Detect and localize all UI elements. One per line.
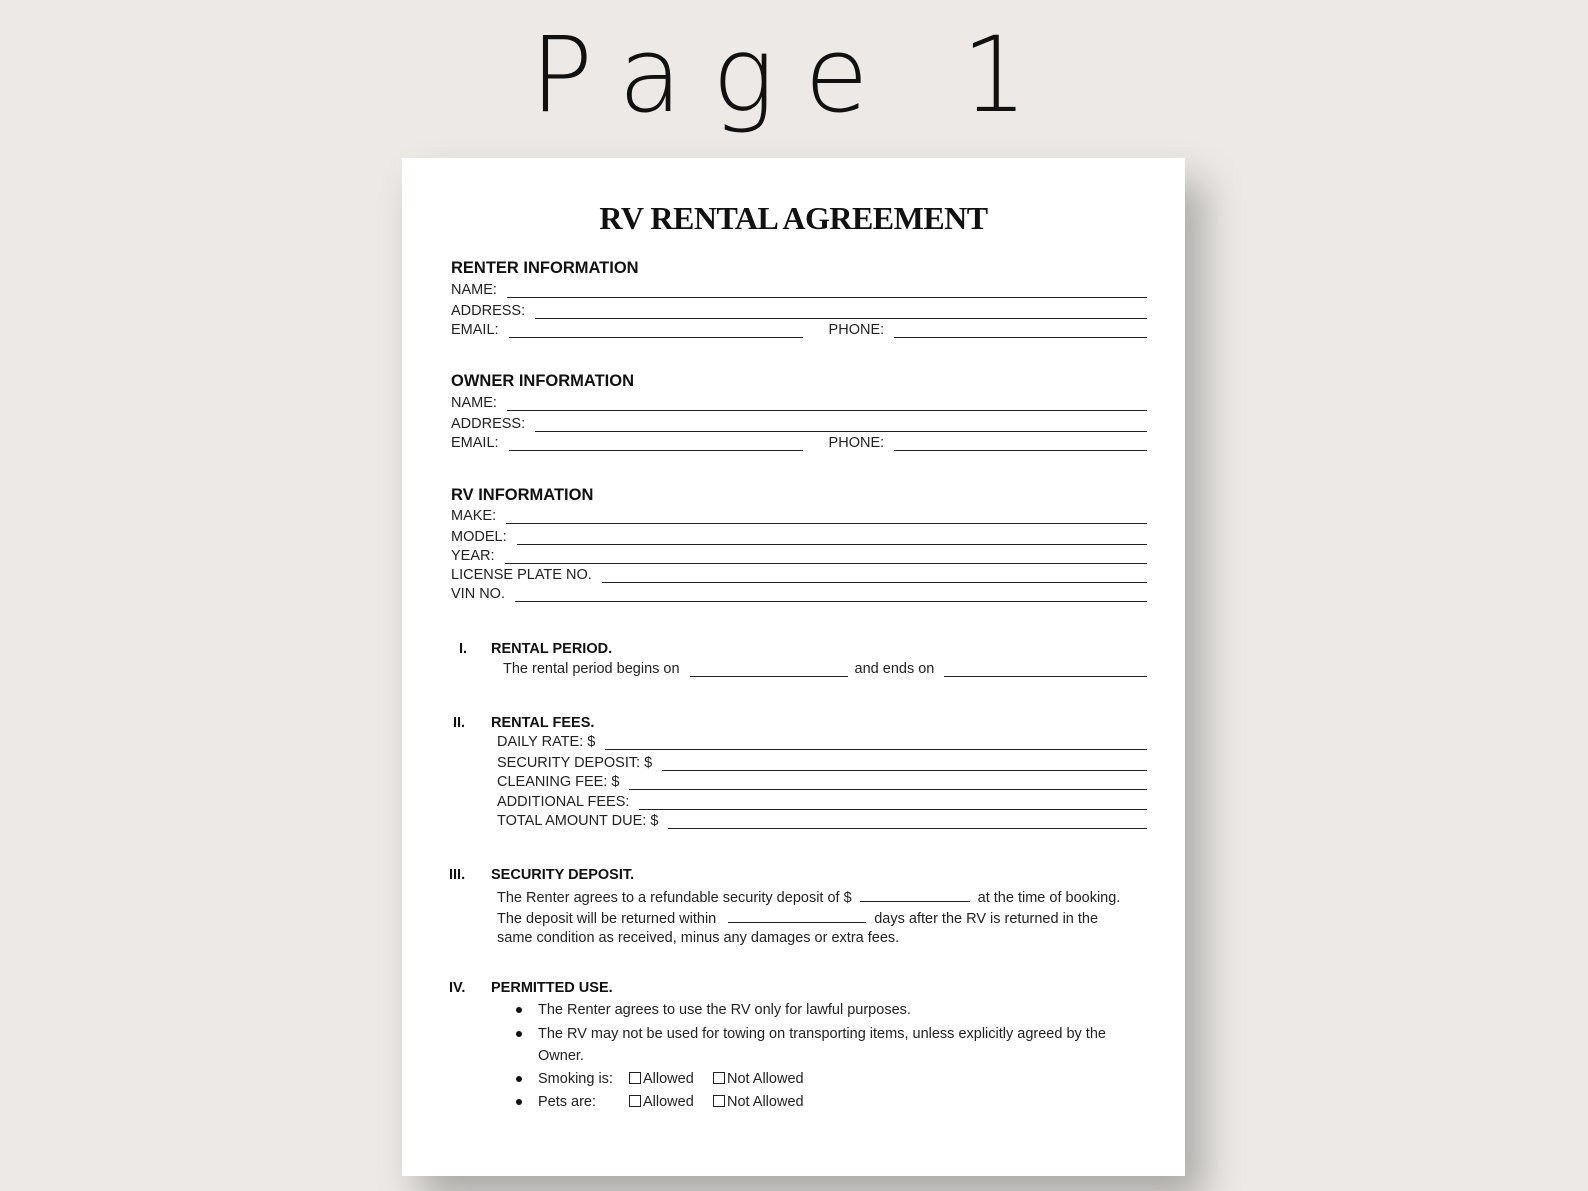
rv-year-row bbox=[451, 544, 1147, 564]
deposit-days-field[interactable] bbox=[728, 910, 866, 923]
owner-address-row bbox=[451, 412, 1147, 432]
bullet-2-text-cont: Owner. bbox=[538, 1048, 584, 1064]
renter-email-field[interactable] bbox=[509, 325, 803, 338]
owner-heading: OWNER INFORMATION bbox=[451, 372, 635, 390]
rv-year-label: YEAR: bbox=[451, 548, 495, 564]
rv-make-label: MAKE: bbox=[451, 508, 497, 524]
daily-rate-row bbox=[497, 730, 1147, 750]
section-4-title: PERMITTED USE. bbox=[491, 980, 613, 996]
smoking-allowed-checkbox[interactable] bbox=[629, 1072, 641, 1084]
rv-vin-label: VIN NO. bbox=[451, 586, 505, 602]
renter-name-label: NAME: bbox=[451, 282, 497, 298]
owner-email-label: EMAIL: bbox=[451, 435, 499, 451]
document-page bbox=[402, 158, 1185, 1176]
total-due-field[interactable] bbox=[668, 816, 1147, 829]
cleaning-fee-row bbox=[497, 770, 1147, 790]
section-2-number: II. bbox=[453, 715, 466, 731]
daily-rate-field[interactable] bbox=[605, 737, 1147, 750]
renter-address-label: ADDRESS: bbox=[451, 303, 526, 319]
smoking-row bbox=[538, 1068, 804, 1090]
daily-rate-label: DAILY RATE: $ bbox=[497, 734, 596, 750]
rental-period-ends-label: and ends on bbox=[854, 661, 935, 677]
section-2-title: RENTAL FEES. bbox=[491, 715, 595, 731]
deposit-line-1a: The Renter agrees to a refundable security deposit of $ bbox=[497, 890, 852, 906]
deposit-line-3: same condition as received, minus any damages or extra fees. bbox=[497, 930, 900, 946]
renter-address-row bbox=[451, 299, 1147, 319]
deposit-line-2 bbox=[497, 910, 1098, 927]
deposit-line-2b: days after the RV is returned in the bbox=[874, 911, 1099, 927]
pets-allowed-checkbox[interactable] bbox=[629, 1095, 641, 1107]
pets-not-allowed-label: Not Allowed bbox=[727, 1094, 804, 1110]
total-due-label: TOTAL AMOUNT DUE: $ bbox=[497, 813, 659, 829]
rental-period-begins-label: The rental period begins on bbox=[503, 661, 680, 677]
bullet-3 bbox=[514, 1069, 524, 1089]
bullet-1 bbox=[514, 1000, 524, 1020]
owner-phone-label: PHONE: bbox=[828, 435, 885, 451]
security-deposit-row bbox=[497, 751, 1147, 771]
rv-plate-row bbox=[451, 563, 1147, 583]
rv-heading: RV INFORMATION bbox=[451, 486, 594, 504]
cleaning-fee-field[interactable] bbox=[629, 777, 1147, 790]
renter-phone-field[interactable] bbox=[894, 325, 1147, 338]
smoking-label: Smoking is: bbox=[538, 1071, 613, 1087]
deposit-amount-field[interactable] bbox=[860, 889, 970, 902]
pets-label: Pets are: bbox=[538, 1094, 597, 1110]
rv-vin-row bbox=[451, 582, 1147, 602]
section-3-number: III. bbox=[449, 867, 466, 883]
owner-email-field[interactable] bbox=[509, 438, 803, 451]
rv-vin-field[interactable] bbox=[515, 589, 1147, 602]
page-banner: Page 1 bbox=[530, 14, 1058, 136]
rv-make-field[interactable] bbox=[506, 511, 1147, 524]
owner-name-row bbox=[451, 391, 1147, 411]
renter-heading: RENTER INFORMATION bbox=[451, 259, 639, 277]
renter-email-label: EMAIL: bbox=[451, 322, 499, 338]
bullet-1-text: The Renter agrees to use the RV only for lawful purposes. bbox=[538, 1002, 911, 1018]
pets-row bbox=[538, 1091, 804, 1113]
renter-name-row bbox=[451, 278, 1147, 298]
section-3-title: SECURITY DEPOSIT. bbox=[491, 867, 635, 883]
rental-start-field[interactable] bbox=[690, 664, 848, 677]
rv-model-row bbox=[451, 525, 1147, 545]
rental-period-row bbox=[503, 657, 1147, 677]
owner-address-label: ADDRESS: bbox=[451, 416, 526, 432]
deposit-line-1b: at the time of booking. bbox=[977, 890, 1121, 906]
deposit-line-2a: The deposit will be returned within bbox=[497, 911, 717, 927]
additional-fees-row bbox=[497, 790, 1147, 810]
pets-not-allowed-checkbox[interactable] bbox=[713, 1095, 725, 1107]
total-due-row bbox=[497, 809, 1147, 829]
cleaning-fee-label: CLEANING FEE: $ bbox=[497, 774, 620, 790]
renter-phone-label: PHONE: bbox=[828, 322, 885, 338]
rv-model-label: MODEL: bbox=[451, 529, 507, 545]
deposit-line-1 bbox=[497, 889, 1120, 906]
owner-contact-row bbox=[451, 431, 1147, 451]
rental-end-field[interactable] bbox=[944, 664, 1147, 677]
smoking-allowed-label: Allowed bbox=[643, 1071, 694, 1087]
bullet-2-text: The RV may not be used for towing on transporting items, unless explicitly agreed by the bbox=[538, 1026, 1106, 1042]
owner-name-field[interactable] bbox=[507, 398, 1147, 411]
rv-plate-label: LICENSE PLATE NO. bbox=[451, 567, 592, 583]
document-title: RV RENTAL AGREEMENT bbox=[599, 200, 988, 236]
additional-fees-label: ADDITIONAL FEES: bbox=[497, 794, 630, 810]
rv-make-row bbox=[451, 504, 1147, 524]
bullet-2 bbox=[514, 1024, 524, 1044]
renter-name-field[interactable] bbox=[507, 285, 1147, 298]
bullet-4 bbox=[514, 1092, 524, 1112]
smoking-not-allowed-label: Not Allowed bbox=[727, 1071, 804, 1087]
owner-phone-field[interactable] bbox=[894, 438, 1147, 451]
renter-contact-row bbox=[451, 318, 1147, 338]
section-1-number: I. bbox=[459, 641, 468, 657]
section-4-number: IV. bbox=[449, 980, 466, 996]
pets-allowed-label: Allowed bbox=[643, 1094, 694, 1110]
security-deposit-label: SECURITY DEPOSIT: $ bbox=[497, 755, 653, 771]
owner-name-label: NAME: bbox=[451, 395, 497, 411]
section-1-title: RENTAL PERIOD. bbox=[491, 641, 613, 657]
smoking-not-allowed-checkbox[interactable] bbox=[713, 1072, 725, 1084]
